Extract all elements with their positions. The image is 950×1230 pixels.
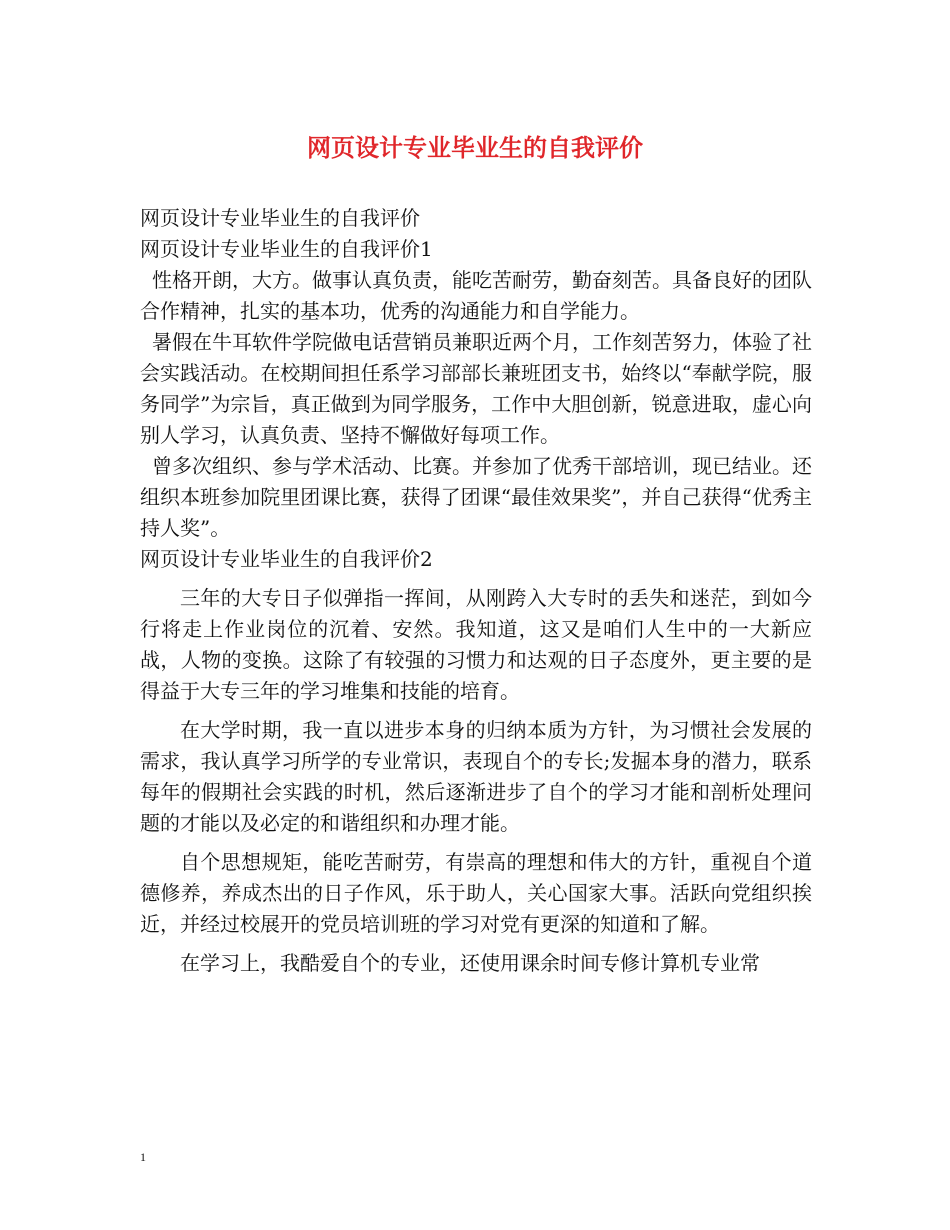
document-body <box>140 203 812 979</box>
page-number: 1 <box>140 1150 146 1164</box>
paragraph: 在学习上，我酷爱自个的专业，还使用课余时间专修计算机专业常 <box>180 951 760 975</box>
paragraph: 自个思想规矩，能吃苦耐劳，有崇高的理想和伟大的方针，重视自个道德修养，养成杰出的日子作风，乐于助人，关心国家大事。活跃向党组织挨近，并经过校展开的党员培训班的学习对党有更深的知道和了解。 <box>140 850 812 936</box>
paragraph: 三年的大专日子似弹指一挥间，从刚跨入大专时的丢失和迷茫，到如今行将走上作业岗位的沉着、安然。我知道，这又是咱们人生中的一大新应战，人物的变换。这除了有较强的习惯力和达观的日子态度外，更主要的是得益于大专三年的学习堆集和技能的培育。 <box>140 586 812 703</box>
paragraph: 曾多次组织、参与学术活动、比赛。并参加了优秀干部培训，现已结业。还组织本班参加院里团课比赛，获得了团课“最佳效果奖”，并自己获得“优秀主持人奖”。 <box>140 454 812 540</box>
paragraph: 在大学时期，我一直以进步本身的归纳本质为方针，为习惯社会发展的需求，我认真学习所学的专业常识，表现自个的专长;发掘本身的潜力，联系每年的假期社会实践的时机，然后逐渐进步了自个的学习才能和剖析处理问题的才能以及必定的和谐组织和办理才能。 <box>140 718 812 835</box>
section-heading-1: 网页设计专业毕业生的自我评价1 <box>140 237 433 261</box>
document-title: 网页设计专业毕业生的自我评价 <box>307 133 643 162</box>
paragraph: 性格开朗，大方。做事认真负责，能吃苦耐劳，勤奋刻苦。具备良好的团队合作精神，扎实的基本功，优秀的沟通能力和自学能力。 <box>140 268 812 323</box>
section-heading-2: 网页设计专业毕业生的自我评价2 <box>140 547 433 571</box>
paragraph: 暑假在牛耳软件学院做电话营销员兼职近两个月，工作刻苦努力，体验了社会实践活动。在校期间担任系学习部部长兼班团支书，始终以“奉献学院，服务同学”为宗旨，真正做到为同学服务，工作中大胆创新，锐意进取，虚心向别人学习，认真负责、坚持不懈做好每项工作。 <box>140 330 812 447</box>
subtitle-heading: 网页设计专业毕业生的自我评价 <box>140 206 420 230</box>
